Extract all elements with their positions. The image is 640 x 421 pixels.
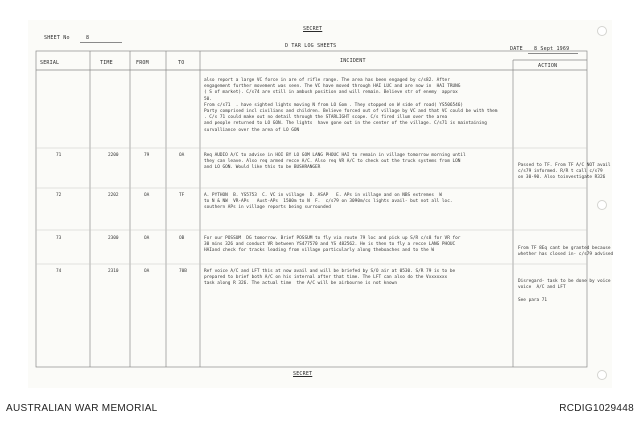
continuation-line: Party comprised incl civilians and children. Believe forced out of village by VC and that VC could be with them xyxy=(204,109,498,114)
entry-incident-line: Ref voice A/C and LFT this at now avail and will be briefed by S/O air at 0530. S/R 79 is to be xyxy=(204,269,456,274)
entry-incident-line: For our POSSUM DG tomorrow. Brief POSSUM to fly via route 79 loc and pick up S/R c/s8 for VR for xyxy=(204,236,461,241)
entry-to: TF xyxy=(179,193,185,198)
continuation-line: From c/s71 . have sighted lights moving N from LO Gom . They stopped on W side of road( YS506546) xyxy=(204,102,464,108)
entry-time: 2300 xyxy=(108,236,119,241)
col-header-action: ACTION xyxy=(538,63,558,69)
classification-top: SECRET xyxy=(303,26,323,32)
sheet-title: D TAR LOG SHEETS xyxy=(285,43,337,49)
date-label: DATE xyxy=(510,46,523,52)
entry-incident-line: and LO GON. Would like this to be BUSHRANGER xyxy=(204,165,321,171)
entry-incident-line: HAIand check for tracks leading from village particularly along theboaches and to the W xyxy=(204,248,434,254)
entry-action-line: From TF 8Eq cant be granted because xyxy=(518,246,611,251)
entry-action-line: Passed to TF. From TF A/C NOT avail xyxy=(518,163,611,168)
log-sheet xyxy=(28,20,612,388)
sheet-no-label: SHEET No xyxy=(44,35,70,41)
col-header-time: TIME xyxy=(100,60,113,66)
continuation-line: engagement further movement was seen. The VC have moved through HAI LUC and are now in HAI TRUNG xyxy=(204,84,461,90)
entry-from: OA xyxy=(144,193,150,198)
entry-to: 70B xyxy=(179,269,187,274)
entry-time: 2202 xyxy=(108,193,119,198)
entry-serial: 74 xyxy=(56,269,62,274)
sheet-no-value: 8 xyxy=(86,35,90,41)
entry-incident-line: they can leave. Also req armed recce A/C. Also req VR A/C to check out the truck systems from LON xyxy=(204,159,461,165)
entry-action-line: whether has closed in- c/s79 advised xyxy=(518,252,614,258)
entry-serial: 73 xyxy=(56,236,62,241)
entry-action-line: on 30-90. Also toinvestigate R326 xyxy=(518,175,606,181)
continuation-line: . C/s 71 could make out no detail through the STARLIGHT scope. C/s fired illum over the area xyxy=(204,115,448,121)
col-header-from: FROM xyxy=(136,60,149,66)
col-header-incident: INCIDENT xyxy=(340,58,366,64)
entry-incident-line: prepared to brief both A/C on his internal after that time. The LFT can also do the Vxxxxxxx xyxy=(204,275,448,281)
col-header-to: TO xyxy=(178,60,185,66)
date-value: 8 Sept 1969 xyxy=(534,46,570,52)
entry-from: OA xyxy=(144,236,150,241)
footer-institution: AUSTRALIAN WAR MEMORIAL xyxy=(6,403,158,414)
continuation-line: 50. xyxy=(204,96,212,102)
entry-incident-line: Req AUDIO A/C to advise in HOI BY LO GOM LANG PHOUC HAI to remain in village tomorrow morning until xyxy=(204,153,466,158)
entry-action-line: c/s79 informed. R/R t call c/s79 xyxy=(518,169,603,175)
continuation-line: survalliance over the area of LO GON xyxy=(204,127,300,133)
entry-serial: 71 xyxy=(56,153,62,158)
entry-incident-line: southern APs in village reports being surrounded xyxy=(204,205,331,211)
continuation-line: also report a large VC force in are of rifle range. The area has been engaged by c/s82. After xyxy=(204,78,450,83)
entry-incident-line: task along R 326. The actual time the A/C will be airbourne is not known xyxy=(204,281,397,287)
entry-from: OA xyxy=(144,269,150,274)
entry-action-line: voice A/C and LFT xyxy=(518,285,566,291)
continuation-line: ( S of market). C/s74 are still in ambush position and will remain. Believe str of enemy approx xyxy=(204,90,458,96)
entry-time: 2200 xyxy=(108,153,119,158)
entry-incident-line: A. PYTHON B. YS5753 C. VC in village D. ASAP E. APs in village and on NBS extremes W xyxy=(204,193,442,198)
entry-to: OB xyxy=(179,236,185,241)
entry-action-line: Disregard- task to be done by voice xyxy=(518,279,611,284)
entry-action-line: See para 71 xyxy=(518,297,548,303)
entry-from: 79 xyxy=(144,153,150,158)
entry-time: 2310 xyxy=(108,269,119,274)
entry-serial: 72 xyxy=(56,193,62,198)
entry-incident-line: 30 mins 326 and conduct VR between YS477570 and YS 482562. He is then to fly a recce LANG PHOUC xyxy=(204,242,456,248)
continuation-line: and people returned to LO GON. The lights have gone out in the center of the village. C/s71 is maintaining xyxy=(204,121,487,127)
col-header-serial: SERIAL xyxy=(40,60,60,66)
footer-record-id: RCDIG1029448 xyxy=(559,403,634,414)
entry-incident-line: to N & NW VR-APs Aust-APs 1500m to N F. c/s79 on 3090m/cs lights avail- but not all loc. xyxy=(204,199,453,205)
entry-to: OA xyxy=(179,153,185,158)
classification-bottom: SECRET xyxy=(293,371,313,377)
